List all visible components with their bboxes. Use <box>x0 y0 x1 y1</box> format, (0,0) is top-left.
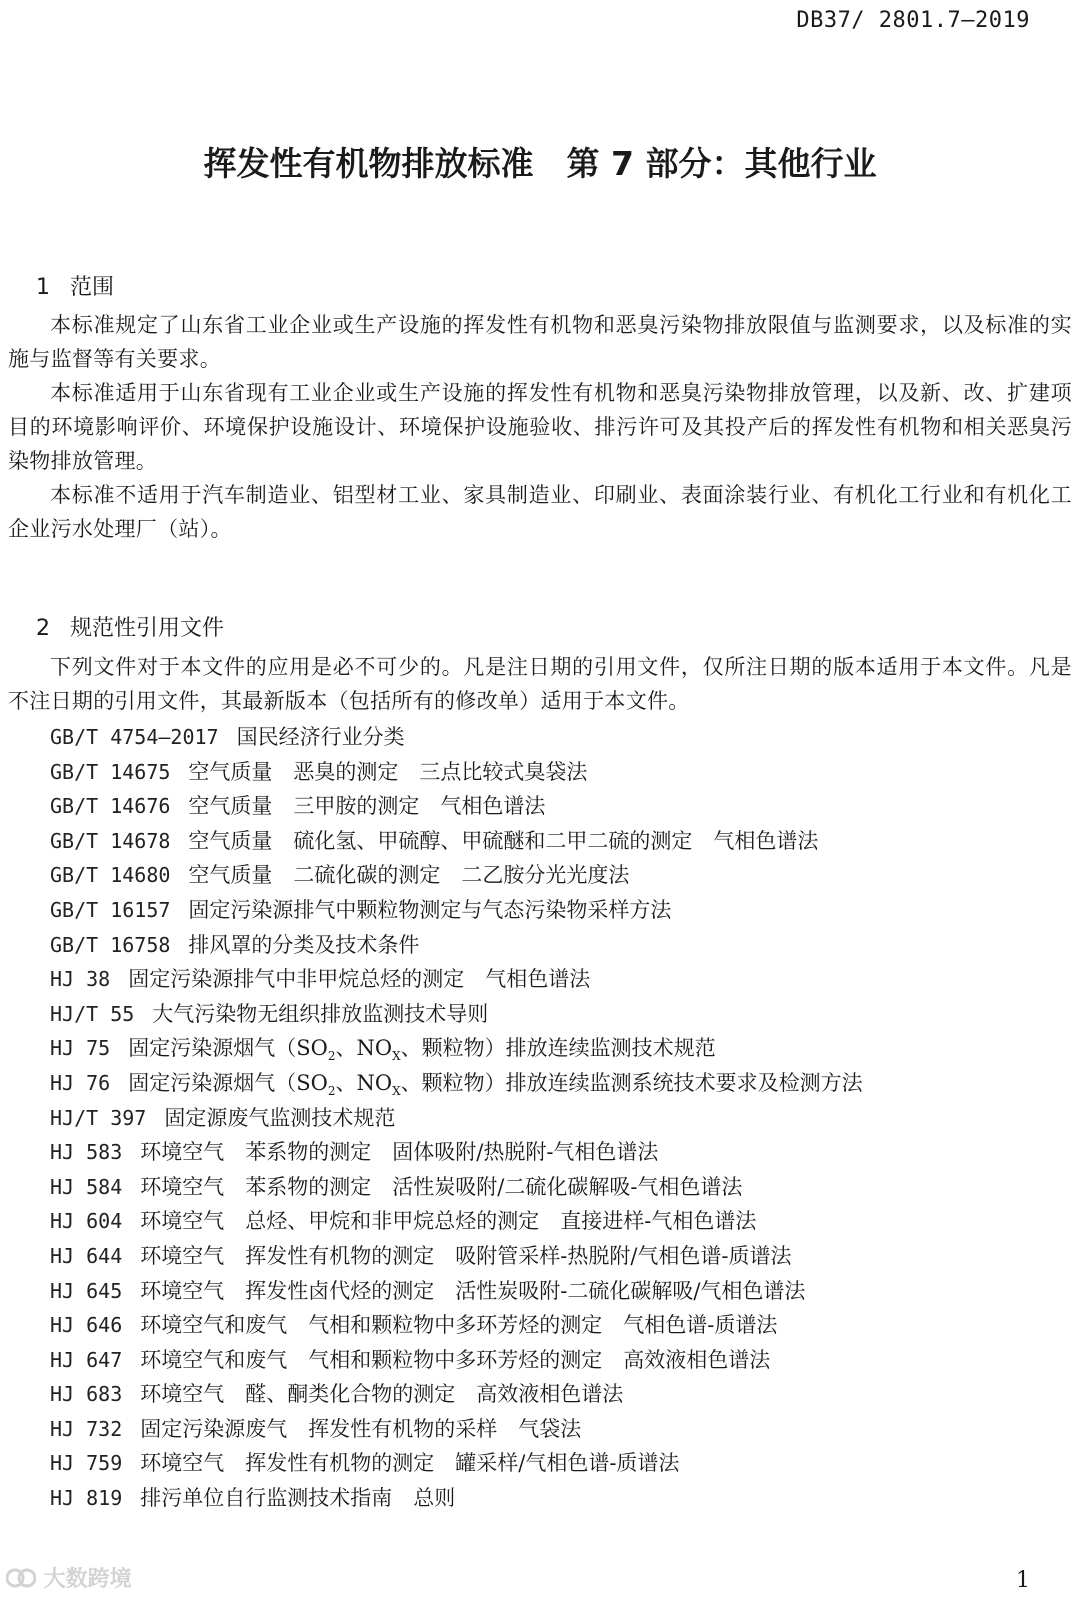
reference-code: GB/T 4754—2017 <box>50 725 219 749</box>
subscript: 2 <box>327 1049 336 1064</box>
reference-item <box>50 1135 863 1170</box>
reference-code: HJ 646 <box>50 1313 123 1338</box>
reference-code: HJ 645 <box>50 1278 123 1303</box>
reference-item <box>50 928 863 963</box>
reference-title: 固定源废气监测技术规范 <box>164 1105 396 1130</box>
reference-item <box>50 824 863 859</box>
reference-title: 环境空气 苯系物的测定 固体吸附/热脱附-气相色谱法 <box>140 1140 659 1165</box>
reference-item <box>50 720 863 755</box>
reference-item <box>50 1481 863 1516</box>
reference-title-pre: 固定污染源烟气（SO <box>128 1070 328 1095</box>
reference-item <box>50 1377 863 1412</box>
reference-item <box>50 1274 863 1309</box>
reference-item <box>50 1446 863 1481</box>
reference-code: GB/T 16758 <box>50 932 171 957</box>
reference-title: 环境空气 挥发性有机物的测定 罐采样/气相色谱-质谱法 <box>140 1451 680 1476</box>
reference-item <box>50 1412 863 1447</box>
reference-item <box>50 1031 863 1066</box>
section-title: 范围 <box>69 275 114 300</box>
paragraph: 下列文件对于本文件的应用是必不可少的。凡是注日期的引用文件，仅所注日期的版本适用于本文件。凡是不注日期的引用文件，其最新版本（包括所有的修改单）适用于本文件。 <box>8 655 1072 713</box>
reference-title: 固定污染源废气 挥发性有机物的采样 气袋法 <box>140 1416 582 1441</box>
reference-item <box>50 755 863 790</box>
reference-code: HJ 683 <box>50 1382 123 1407</box>
document-title: 挥发性有机物排放标准 第 7 部分：其他行业 <box>203 144 877 183</box>
document-code: DB37/ 2801.7—2019 <box>796 8 1030 33</box>
subscript: 2 <box>327 1084 336 1099</box>
reference-title: 固定污染源排气中颗粒物测定与气态污染物采样方法 <box>188 897 672 922</box>
reference-title: 环境空气 挥发性有机物的测定 吸附管采样-热脱附/气相色谱-质谱法 <box>140 1243 792 1268</box>
reference-code: HJ 584 <box>50 1174 123 1199</box>
reference-title: 环境空气和废气 气相和颗粒物中多环芳烃的测定 气相色谱-质谱法 <box>140 1313 778 1338</box>
watermark-icon <box>6 1567 36 1589</box>
reference-title-post: 、颗粒物）排放连续监测技术规范 <box>400 1036 716 1061</box>
reference-item <box>50 997 863 1032</box>
reference-title: 空气质量 恶臭的测定 三点比较式臭袋法 <box>188 759 588 784</box>
reference-title: 环境空气 醛、酮类化合物的测定 高效液相色谱法 <box>140 1382 624 1407</box>
watermark-logo <box>6 1562 132 1593</box>
reference-code: HJ 38 <box>50 967 111 992</box>
reference-title: 国民经济行业分类 <box>236 725 405 749</box>
reference-code: HJ 732 <box>50 1416 123 1441</box>
reference-title: 环境空气和废气 气相和颗粒物中多环芳烃的测定 高效液相色谱法 <box>140 1347 771 1372</box>
reference-code: HJ 647 <box>50 1347 123 1372</box>
subscript: X <box>392 1049 401 1064</box>
reference-code: GB/T 14680 <box>50 863 171 888</box>
reference-item <box>50 893 863 928</box>
section-number: 1 <box>35 275 50 300</box>
reference-item <box>50 1066 863 1101</box>
reference-item <box>50 962 863 997</box>
reference-title: 空气质量 三甲胺的测定 气相色谱法 <box>188 794 546 819</box>
reference-item <box>50 1170 863 1205</box>
reference-item <box>50 789 863 824</box>
reference-code: GB/T 14678 <box>50 828 171 853</box>
reference-item <box>50 1239 863 1274</box>
reference-code: HJ 759 <box>50 1451 123 1476</box>
section-number: 2 <box>35 616 50 641</box>
reference-code: HJ 644 <box>50 1243 123 1268</box>
reference-title: 环境空气 苯系物的测定 活性炭吸附/二硫化碳解吸-气相色谱法 <box>140 1174 743 1199</box>
reference-item <box>50 1204 863 1239</box>
reference-title: 环境空气 挥发性卤代烃的测定 活性炭吸附-二硫化碳解吸/气相色谱法 <box>140 1278 806 1303</box>
paragraph: 本标准规定了山东省工业企业或生产设施的挥发性有机物和恶臭污染物排放限值与监测要求，以及标准的实施与监督等有关要求。 <box>8 313 1072 371</box>
reference-title: 大气污染物无组织排放监测技术导则 <box>152 1001 489 1026</box>
reference-title: 排污单位自行监测技术指南 总则 <box>140 1486 456 1511</box>
page-number: 1 <box>1016 1568 1030 1593</box>
reference-code: HJ 604 <box>50 1209 123 1234</box>
reference-title: 环境空气 总烃、甲烷和非甲烷总烃的测定 直接进样-气相色谱法 <box>140 1209 757 1234</box>
reference-list <box>50 720 863 1516</box>
reference-title: 空气质量 二硫化碳的测定 二乙胺分光光度法 <box>188 863 630 888</box>
subscript: X <box>392 1084 401 1099</box>
paragraph: 本标准适用于山东省现有工业企业或生产设施的挥发性有机物和恶臭污染物排放管理，以及新、改、扩建项目的环境影响评价、环境保护设施设计、环境保护设施验收、排污许可及其投产后的挥发性有机物和相关恶臭污染物排放管理。 <box>8 381 1072 473</box>
watermark-text: 大数跨境 <box>43 1567 132 1592</box>
reference-item <box>50 1343 863 1378</box>
reference-code: GB/T 14675 <box>50 759 171 784</box>
reference-title-mid: 、NO <box>335 1070 393 1095</box>
reference-code: GB/T 16157 <box>50 897 171 922</box>
reference-item <box>50 1308 863 1343</box>
section-title: 规范性引用文件 <box>69 616 224 641</box>
reference-title: 空气质量 硫化氢、甲硫醇、甲硫醚和二甲二硫的测定 气相色谱法 <box>188 828 819 853</box>
reference-item <box>50 858 863 893</box>
reference-item <box>50 1101 863 1136</box>
reference-code: HJ 76 <box>50 1070 111 1095</box>
reference-code: GB/T 14676 <box>50 794 171 819</box>
reference-code: HJ 75 <box>50 1036 111 1061</box>
reference-code: HJ/T 397 <box>50 1105 147 1130</box>
reference-code: HJ 819 <box>50 1486 123 1511</box>
reference-title-mid: 、NO <box>335 1036 393 1061</box>
reference-code: HJ/T 55 <box>50 1001 135 1026</box>
reference-code: HJ 583 <box>50 1140 123 1165</box>
reference-title: 排风罩的分类及技术条件 <box>188 932 420 957</box>
paragraph: 本标准不适用于汽车制造业、铝型材工业、家具制造业、印刷业、表面涂装行业、有机化工行业和有机化工企业污水处理厂（站）。 <box>8 483 1072 541</box>
reference-title-pre: 固定污染源烟气（SO <box>128 1036 328 1061</box>
reference-title-post: 、颗粒物）排放连续监测系统技术要求及检测方法 <box>400 1070 863 1095</box>
reference-title: 固定污染源排气中非甲烷总烃的测定 气相色谱法 <box>128 967 591 992</box>
